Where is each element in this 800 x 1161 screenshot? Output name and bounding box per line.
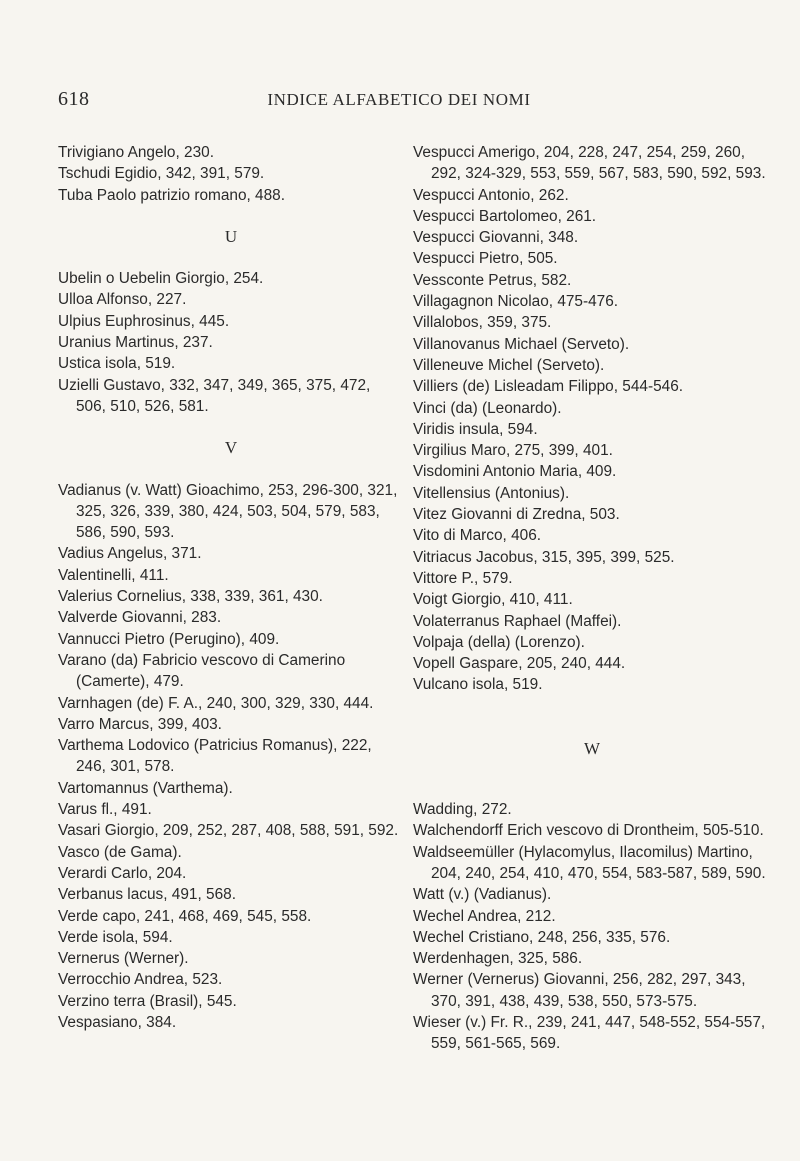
index-entry: Vannucci Pietro (Perugino), 409. [58, 630, 280, 648]
left-column [58, 142, 404, 1033]
index-entry: Vespucci Pietro, 505. [413, 250, 558, 268]
index-entry: Vitriacus Jacobus, 315, 395, 399, 525. [413, 548, 675, 566]
index-entry: Vitez Giovanni di Zredna, 503. [413, 506, 620, 524]
index-entry: Valerius Cornelius, 338, 339, 361, 430. [58, 588, 323, 606]
index-entry: Varthema Lodovico (Patricius Romanus), 222, 246, 301, 578. [58, 737, 372, 776]
index-entry: Ubelin o Uebelin Giorgio, 254. [58, 270, 264, 288]
index-entry: Vinci (da) (Leonardo). [413, 399, 562, 417]
running-title: INDICE ALFABETICO DEI NOMI [267, 90, 531, 109]
index-entry: Valverde Giovanni, 283. [58, 609, 222, 627]
index-entry: Walchendorff Erich vescovo di Drontheim, 505-510. [413, 822, 764, 840]
index-entry: Vito di Marco, 406. [413, 527, 542, 545]
index-entry: Ulloa Alfonso, 227. [58, 291, 187, 309]
index-entry: Vulcano isola, 519. [413, 676, 543, 694]
index-entry: Vasco (de Gama). [58, 843, 182, 861]
index-entry: Virgilius Maro, 275, 399, 401. [413, 442, 613, 460]
index-entry: Vadianus (v. Watt) Gioachimo, 253, 296-300, 321, 325, 326, 339, 380, 424, 503, 504, 579, 583, 586, 590, 593. [58, 481, 398, 542]
index-entry: Varnhagen (de) F. A., 240, 300, 329, 330, 444. [58, 694, 374, 712]
index-entry: Ulpius Euphrosinus, 445. [58, 312, 230, 330]
index-entry: Wadding, 272. [413, 801, 512, 819]
section-letter-v: V [224, 438, 238, 458]
page-number: 618 [58, 88, 90, 110]
index-entry: Villagagnon Nicolao, 475-476. [413, 293, 619, 311]
section-letter-u: U [224, 226, 238, 246]
index-entry: Trivigiano Angelo, 230. [58, 144, 215, 161]
index-entry: Vasari Giorgio, 209, 252, 287, 408, 588, 591, 592. [58, 822, 399, 840]
index-entry: Villiers (de) Lisleadam Filippo, 544-546. [413, 378, 684, 396]
index-entry: Vitellensius (Antonius). [413, 484, 570, 502]
index-entry: Tuba Paolo patrizio romano, 488. [58, 186, 286, 204]
index-entry: Wechel Andrea, 212. [413, 907, 556, 925]
index-entry: Vespucci Bartolomeo, 261. [413, 207, 597, 225]
index-entry: Vessconte Petrus, 582. [413, 271, 572, 289]
index-entry: Tschudi Egidio, 342, 391, 579. [58, 165, 265, 183]
index-entry: Verbanus lacus, 491, 568. [58, 886, 236, 904]
index-entry: Uzielli Gustavo, 332, 347, 349, 365, 375, 472, 506, 510, 526, 581. [58, 376, 371, 415]
index-entry: Visdomini Antonio Maria, 409. [413, 463, 617, 481]
index-entry: Verardi Carlo, 204. [58, 864, 187, 882]
index-entry: Vespasiano, 384. [58, 1013, 177, 1031]
index-entry: Verrocchio Andrea, 523. [58, 971, 223, 989]
right-column [413, 142, 771, 1055]
index-entry: Waldseemüller (Hylacomylus, Ilacomilus) Martino, 204, 240, 254, 410, 470, 554, 583-587, 589, 590. [413, 843, 766, 882]
index-entry: Watt (v.) (Vadianus). [413, 886, 552, 904]
index-entry: Wechel Cristiano, 248, 256, 335, 576. [413, 928, 671, 946]
index-entry: Uranius Martinus, 237. [58, 334, 213, 352]
index-entry: Verzino terra (Brasil), 545. [58, 992, 237, 1010]
index-entry: Vespucci Giovanni, 348. [413, 229, 579, 247]
index-entry: Vittore P., 579. [413, 569, 513, 587]
index-entry: Verde capo, 241, 468, 469, 545, 558. [58, 907, 312, 925]
index-entry: Vernerus (Werner). [58, 950, 189, 968]
index-entry: Varus fl., 491. [58, 801, 152, 819]
index-entry: Verde isola, 594. [58, 928, 173, 946]
index-entry: Werdenhagen, 325, 586. [413, 950, 583, 968]
index-entry: Vartomannus (Varthema). [58, 779, 233, 797]
index-entry: Volaterranus Raphael (Maffei). [413, 612, 622, 630]
index-entry: Viridis insula, 594. [413, 420, 538, 438]
index-entry: Wieser (v.) Fr. R., 239, 241, 447, 548-552, 554-557, 559, 561-565, 569. [413, 1013, 766, 1053]
index-entry: Vadius Angelus, 371. [58, 545, 202, 563]
index-entry: Villeneuve Michel (Serveto). [413, 356, 605, 374]
index-entry: Werner (Vernerus) Giovanni, 256, 282, 297, 343, 370, 391, 438, 439, 538, 550, 573-575. [413, 971, 746, 1010]
section-letter-w: W [583, 738, 601, 758]
index-entry: Varro Marcus, 399, 403. [58, 715, 222, 733]
index-entry: Ustica isola, 519. [58, 355, 176, 373]
index-entry: Varano (da) Fabricio vescovo di Camerino (Camerte), 479. [58, 651, 346, 691]
index-entry: Voigt Giorgio, 410, 411. [413, 591, 573, 609]
index-entry: Villanovanus Michael (Serveto). [413, 335, 630, 353]
index-entry: Vespucci Amerigo, 204, 228, 247, 254, 259, 260, 292, 324-329, 553, 559, 567, 583, 590, 592, 593. [413, 144, 766, 183]
index-entry: Vopell Gaspare, 205, 240, 444. [413, 655, 626, 673]
index-entry: Valentinelli, 411. [58, 566, 169, 584]
page-header [58, 88, 740, 112]
index-entry: Volpaja (della) (Lorenzo). [413, 633, 585, 651]
index-entry: Villalobos, 359, 375. [413, 314, 552, 332]
index-entry: Vespucci Antonio, 262. [413, 186, 569, 204]
